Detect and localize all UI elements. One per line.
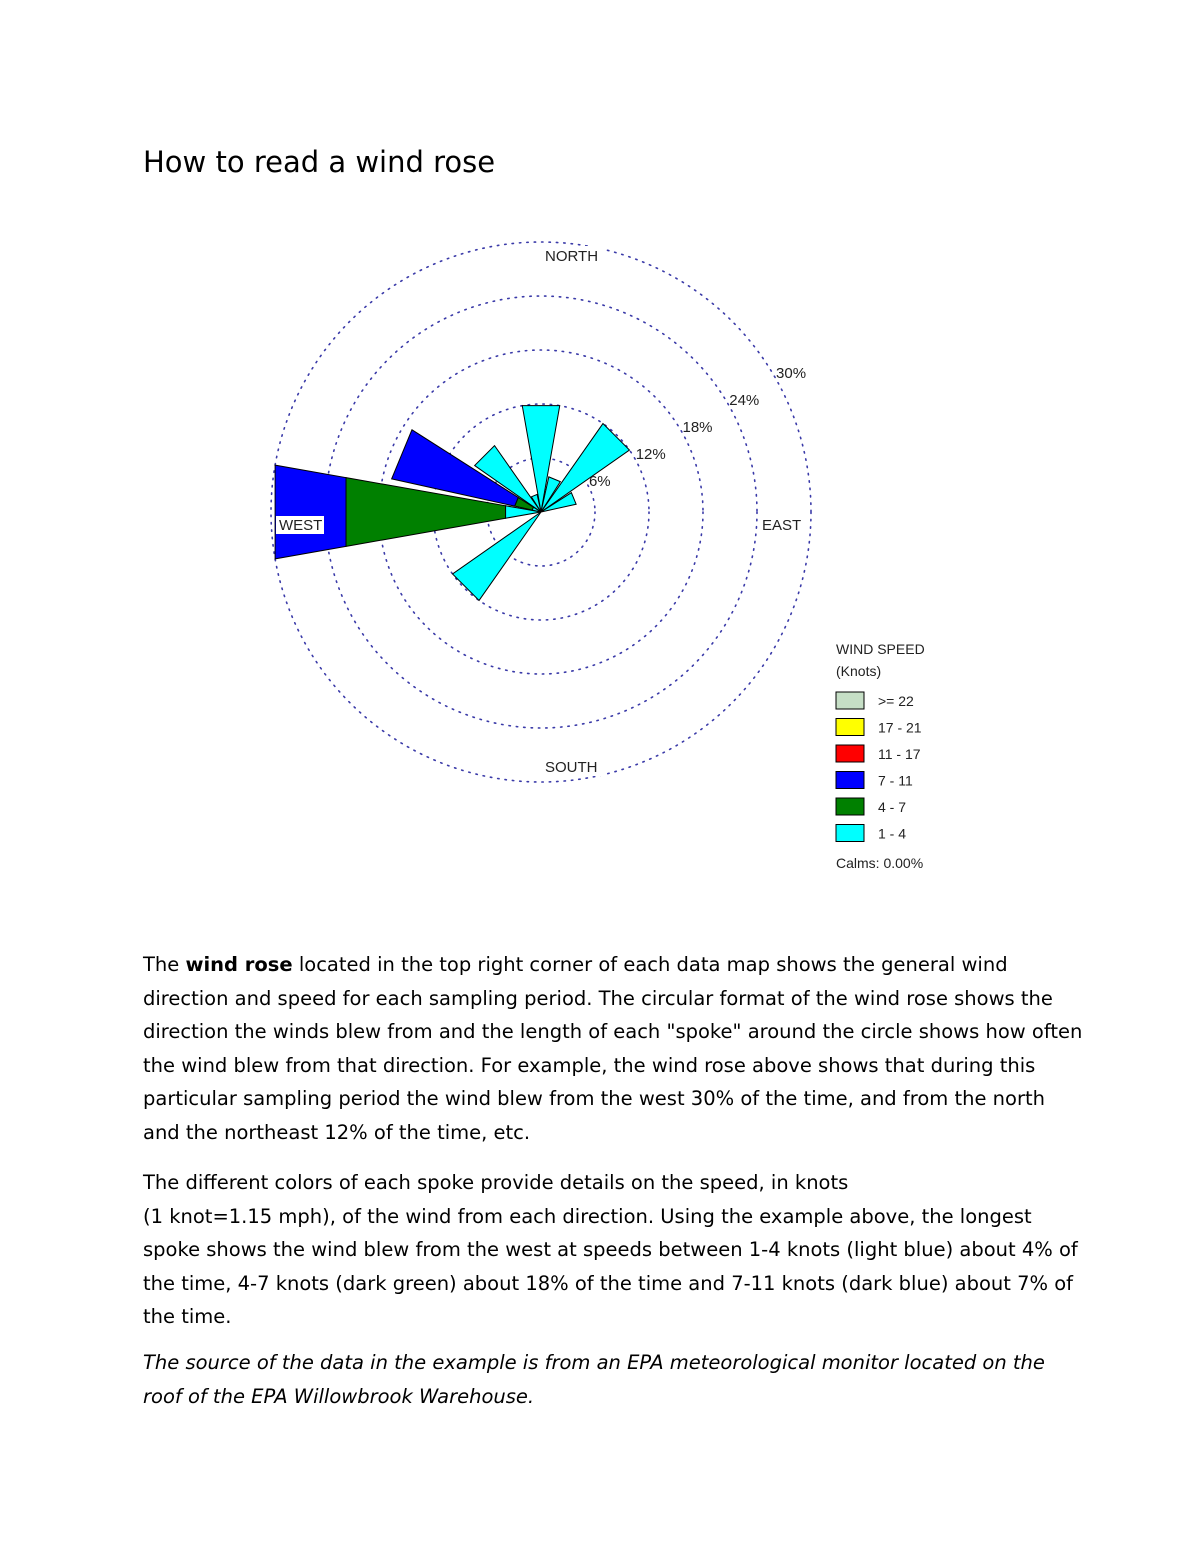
legend [836,641,925,871]
legend-label-11-17: 11 - 17 [878,746,921,762]
p1-post: located in the top right corner of each data map shows the general wind direction and speed for each sampling period. The circular format of the wind rose shows the direction the winds blew from and the length of each "spoke" around the circle shows how often the wind blew from that direction. For example, the wind rose above shows that during this particular sampling period the wind blew from the west 30% of the time, and from the north and the northeast 12% of the time, etc. [143,953,1083,1144]
ring-label-24: 24% [729,392,760,409]
south-label: SOUTH [545,759,598,776]
legend-swatch-11-17 [836,745,864,762]
legend-swatch-1-4 [836,825,864,842]
legend-title-line2: (Knots) [836,663,882,679]
p2-rest: (1 knot=1.15 mph), of the wind from each direction. Using the example above, the longest spoke shows the wind blew from the west at speeds between 1-4 knots (light blue) about 4% of the time, 4-7 knots (dark green) about 18% of the time and 7-11 knots (dark blue) about 7% of the time. [143,1204,1078,1328]
legend-label-4-7: 4 - 7 [878,799,907,815]
legend-label-7-11: 7 - 11 [878,772,913,789]
west-label: WEST [279,517,323,534]
legend-swatch-4-7 [836,798,864,815]
ring-label-30: 30% [776,365,807,382]
ring-label-12: 12% [635,446,666,463]
legend-swatch-7-11 [836,772,864,789]
p1-bold-term: wind rose [185,953,293,976]
legend-swatch-17-21 [836,719,864,736]
legend-label-22: >= 22 [878,693,914,709]
paragraph-source-note: The source of the data in the example is from an EPA meteorological monitor located on the roof of the EPA Willowbrook Warehouse. [143,1351,1045,1408]
spokes-layer [275,406,629,601]
page-title: How to read a wind rose [143,145,496,179]
legend-calms: Calms: 0.00% [836,855,924,871]
north-label: NORTH [545,248,599,265]
legend-label-17-21: 17 - 21 [878,719,922,736]
east-label: EAST [762,517,802,534]
ring-label-6: 6% [588,473,611,490]
spoke-270-7-11 [275,465,346,559]
paragraph-colors-explanation [143,1166,1083,1334]
p1-pre: The [143,953,186,976]
legend-items [836,692,922,842]
paragraph-wind-rose-explanation [143,948,1083,1149]
legend-swatch-22 [836,692,864,709]
p2-line1: The different colors of each spoke provide details on the speed, in knots [143,1171,849,1194]
wind-rose-chart [0,220,1200,900]
ring-label-18: 18% [682,419,713,436]
legend-label-1-4: 1 - 4 [878,825,907,842]
legend-title-line1: WIND SPEED [836,641,925,657]
